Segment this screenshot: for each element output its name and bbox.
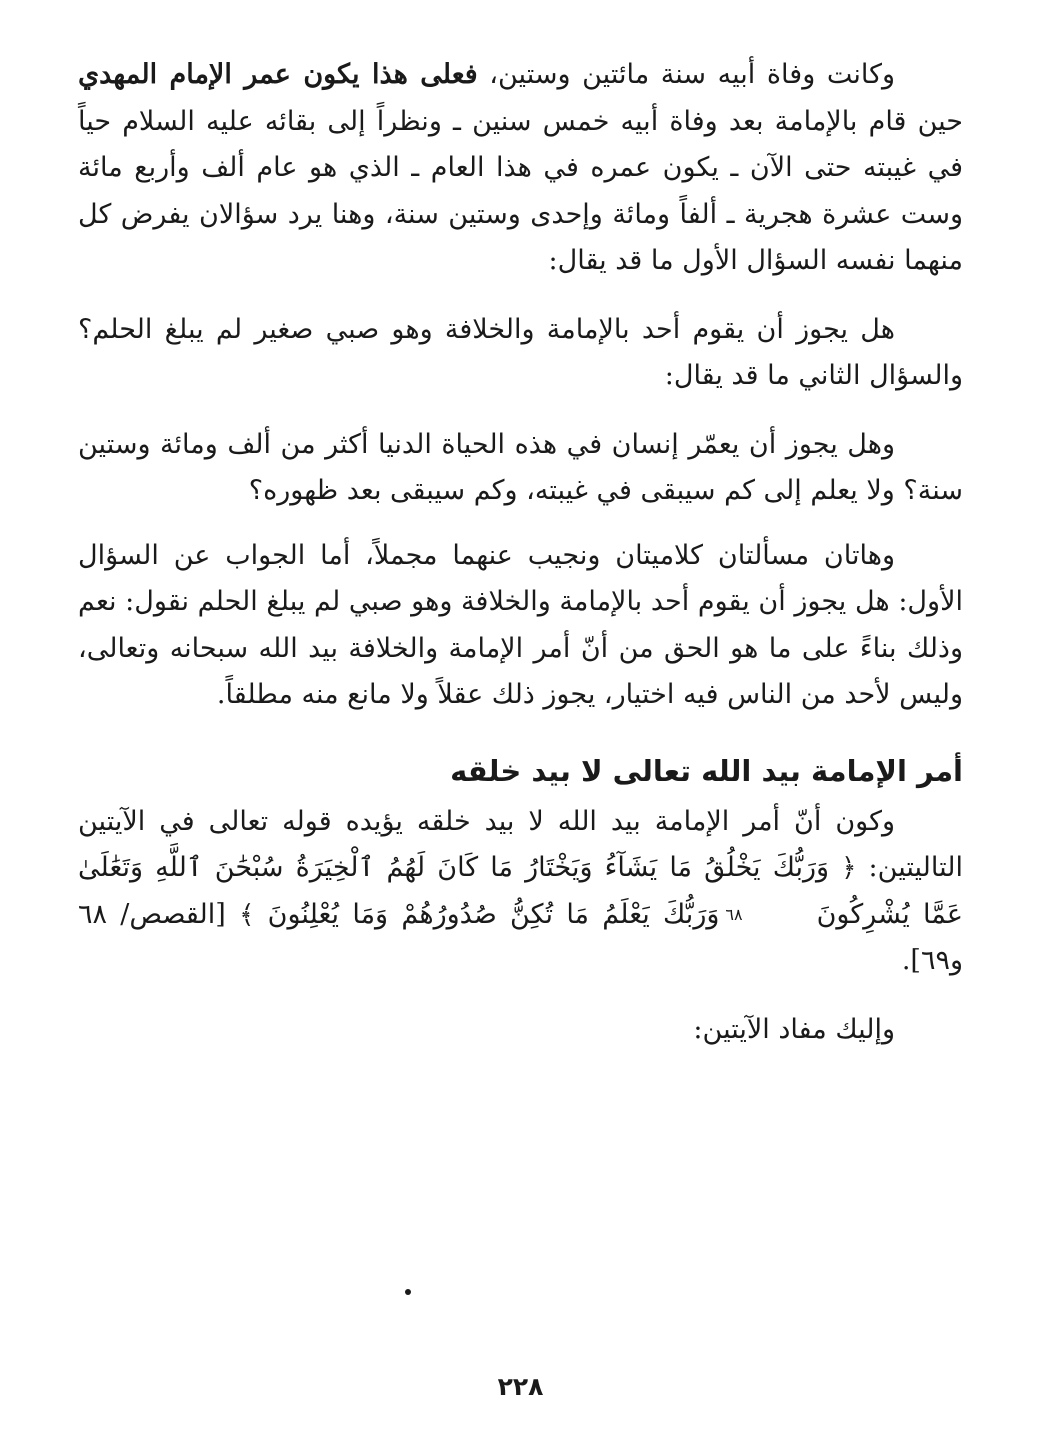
paragraph-4: وهاتان مسألتان كلاميتان ونجيب عنهما مجملاً، أما الجواب عن السؤال الأول: هل يجوز أن يقوم أحد بالإمامة والخلافة وهو صبي لم يبلغ الحلم نقول: نعم وذلك بناءً على ما هو الحق من أنّ أمر الإمامة والخلافة بيد الله سبحانه وتعالى، وليس لأحد من الناس فيه اختيار، يجوز ذلك عقلاً ولا مانع منه مطلقاً.: [78, 539, 963, 710]
page-number: ٢٢٨: [497, 1372, 544, 1401]
paragraph-2: هل يجوز أن يقوم أحد بالإمامة والخلافة وهو صبي صغير لم يبلغ الحلم؟ والسؤال الثاني ما قد يقال:: [78, 313, 963, 391]
paragraph-3: وهل يجوز أن يعمّر إنسان في هذه الحياة الدنيا أكثر من ألف ومائة وستين سنة؟ ولا يعلم إلى كم سيبقى في غيبته، وكم سيبقى بعد ظهوره؟: [78, 428, 963, 506]
decorative-dot: [405, 1289, 411, 1295]
quran-verse-69: وَرَبُّكَ يَعْلَمُ مَا تُكِنُّ صُدُورُهُمْ وَمَا يُعْلِنُونَ: [267, 898, 720, 930]
section-heading: أمر الإمامة بيد الله تعالى لا بيد خلقه: [450, 753, 963, 788]
verse-reference: [القصص/ ٦٨ و٦٩].: [78, 898, 963, 977]
paragraph-1-text-a: وكانت وفاة أبيه سنة مائتين وستين،: [477, 59, 895, 90]
paragraph-5: [78, 799, 963, 985]
paragraph-1-text-bold: فعلى هذا يكون عمر الإمام المهدي: [78, 59, 478, 90]
page-body: [78, 52, 963, 1053]
paragraph-1: [78, 52, 963, 285]
paragraph-5-intro: وكون أنّ أمر الإمامة بيد الله لا بيد خلقه يؤيده قوله تعالى في الآيتين التاليتين:: [78, 805, 963, 883]
ornate-bracket-close-icon: ﴾: [239, 899, 255, 930]
ayah-number-68: ٦٨: [725, 904, 743, 924]
paragraph-6: وإليك مفاد الآيتين:: [693, 1013, 895, 1045]
quran-verse-68: وَرَبُّكَ يَخْلُقُ مَا يَشَآءُ وَيَخْتَارُ مَا كَانَ لَهُمُ ٱلْخِيَرَةُ سُبْحَٰنَ ٱللَّهِ وَتَعَٰلَىٰ عَمَّا يُشْرِكُونَ: [78, 852, 963, 930]
paragraph-1-text-b: حين قام بالإمامة بعد وفاة أبيه خمس سنين ـ ونظراً إلى بقائه عليه السلام حياً في غيبته حتى الآن ـ يكون عمره في هذا العام ـ الذي هو عام ألف وأربع مائة وست عشرة هجرية ـ ألفاً ومائة وإحدى وستين سنة، وهنا يرد سؤالان يفرض كل منهما نفسه السؤال الأول ما قد يقال:: [78, 105, 963, 276]
ornate-bracket-open-icon: ﴿: [841, 853, 857, 883]
